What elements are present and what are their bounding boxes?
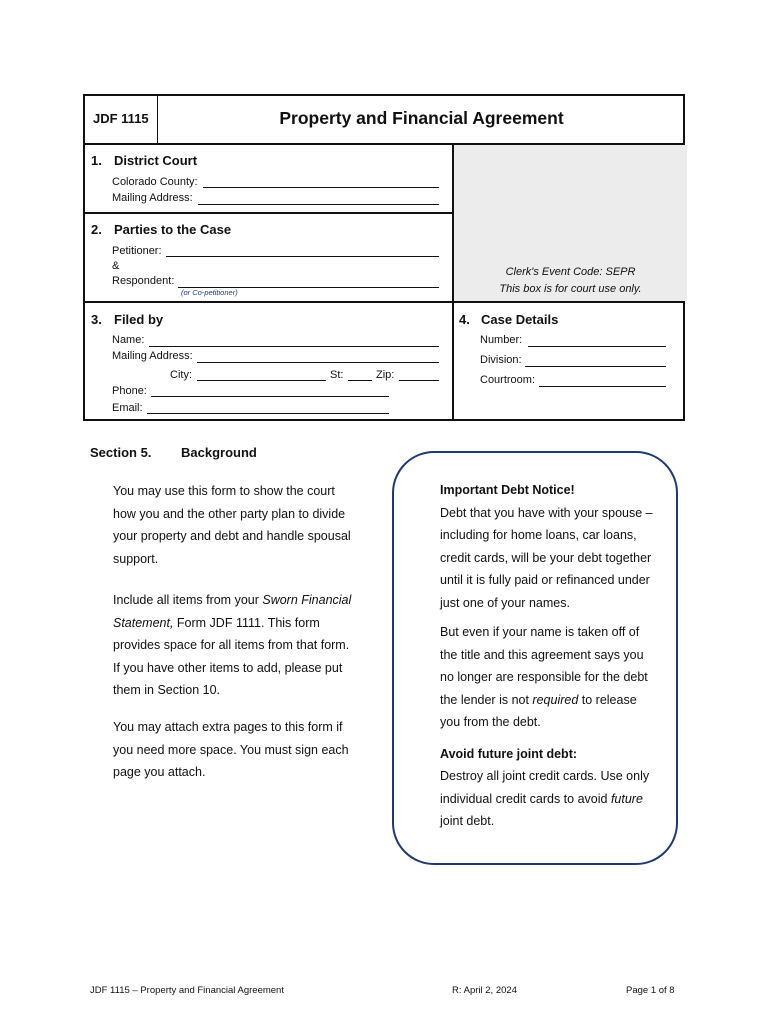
footer-form-title: JDF 1115 – Property and Financial Agreement <box>90 985 284 996</box>
paragraph-2-start: Include all items from your <box>113 593 263 607</box>
county-field[interactable] <box>203 187 439 188</box>
respondent-label: Respondent: <box>112 275 175 287</box>
section5-title: Background <box>181 445 257 460</box>
zip-field[interactable] <box>399 380 439 381</box>
filer-name-field[interactable] <box>149 346 439 347</box>
section2-title: Parties to the Case <box>114 222 232 237</box>
section3-title: Filed by <box>114 312 164 327</box>
case-number-label: Number: <box>480 334 523 346</box>
filer-mailing-label: Mailing Address: <box>112 350 193 362</box>
section2-number: 2. <box>91 222 102 237</box>
notice-paragraph-2-start: But even if your name is taken off of the title and this agreement says you no longer are responsible for the debt the lender is not <box>440 625 648 707</box>
section3-number: 3. <box>91 312 102 327</box>
state-field[interactable] <box>348 380 372 381</box>
joint-debt-future-word: future <box>610 791 643 806</box>
debt-notice-box <box>392 451 678 865</box>
debt-notice-heading: Important Debt Notice! <box>440 483 575 497</box>
zip-label: Zip: <box>376 369 395 381</box>
section1-title: District Court <box>114 153 198 168</box>
joint-debt-paragraph <box>440 765 660 833</box>
case-number-field[interactable] <box>528 346 666 347</box>
division-field[interactable] <box>525 366 666 367</box>
section4-title: Case Details <box>481 312 559 327</box>
court-mailing-field[interactable] <box>198 204 439 205</box>
form-number: JDF 1115 <box>93 111 149 126</box>
middle-divider <box>83 301 685 303</box>
debt-notice-paragraph-1: Debt that you have with your spouse – including for home loans, car loans, credit cards, will be your debt together until it is fully paid or refinanced under just one of your names. <box>440 505 653 610</box>
city-field[interactable] <box>197 380 326 381</box>
notice-required-word: required <box>532 692 579 707</box>
section4-number: 4. <box>459 312 470 327</box>
paragraph-2-end: Form JDF 1111. This form provides space for all items from that form. If you have other items to add, please put them in Section 10. <box>113 615 350 697</box>
phone-label: Phone: <box>112 385 147 397</box>
email-field[interactable] <box>147 413 389 414</box>
background-paragraph-2 <box>113 589 353 702</box>
city-label: City: <box>170 369 192 381</box>
court-use-box <box>452 145 687 301</box>
court-use-note: This box is for court use only. <box>499 283 642 295</box>
joint-debt-end: joint debt. <box>440 814 495 828</box>
email-label: Email: <box>112 402 143 414</box>
background-paragraph-3: You may attach extra pages to this form if you need more space. You must sign each page you attach. <box>113 720 349 779</box>
page-title: Property and Financial Agreement <box>279 108 564 128</box>
debt-notice-paragraph-2 <box>440 621 660 734</box>
sworn-statement-title: Sworn Financial Statement, <box>113 593 352 630</box>
phone-field[interactable] <box>151 396 389 397</box>
filer-mailing-field[interactable] <box>197 362 439 363</box>
courtroom-label: Courtroom: <box>480 374 536 386</box>
county-label: Colorado County: <box>112 176 198 188</box>
petitioner-label: Petitioner: <box>112 245 162 257</box>
court-mailing-label: Mailing Address: <box>112 192 193 204</box>
courtroom-field[interactable] <box>539 386 666 387</box>
notice-paragraph-2-end: to release you from the debt. <box>440 692 637 729</box>
division-label: Division: <box>480 354 522 366</box>
ampersand: & <box>112 260 120 272</box>
section1-divider <box>83 212 453 214</box>
section1-number: 1. <box>91 153 102 168</box>
bottom-vertical-divider <box>452 301 454 419</box>
joint-debt-start: Destroy all joint credit cards. Use only individual credit cards to avoid <box>440 769 650 806</box>
petitioner-field[interactable] <box>166 256 439 257</box>
joint-debt-heading: Avoid future joint debt: <box>440 746 578 761</box>
filer-name-label: Name: <box>112 334 145 346</box>
section5-label: Section 5. <box>90 445 152 460</box>
clerk-event-code: Clerk's Event Code: SEPR <box>505 266 636 278</box>
background-paragraph-1: You may use this form to show the court how you and the other party plan to divide your property and debt and handle spousal support. <box>113 484 351 566</box>
copetitioner-note: (or Co-petitioner) <box>181 288 238 297</box>
state-label: St: <box>330 369 344 381</box>
footer-revision-date: R: April 2, 2024 <box>452 985 517 996</box>
footer-page-number: Page 1 of 8 <box>626 985 675 996</box>
